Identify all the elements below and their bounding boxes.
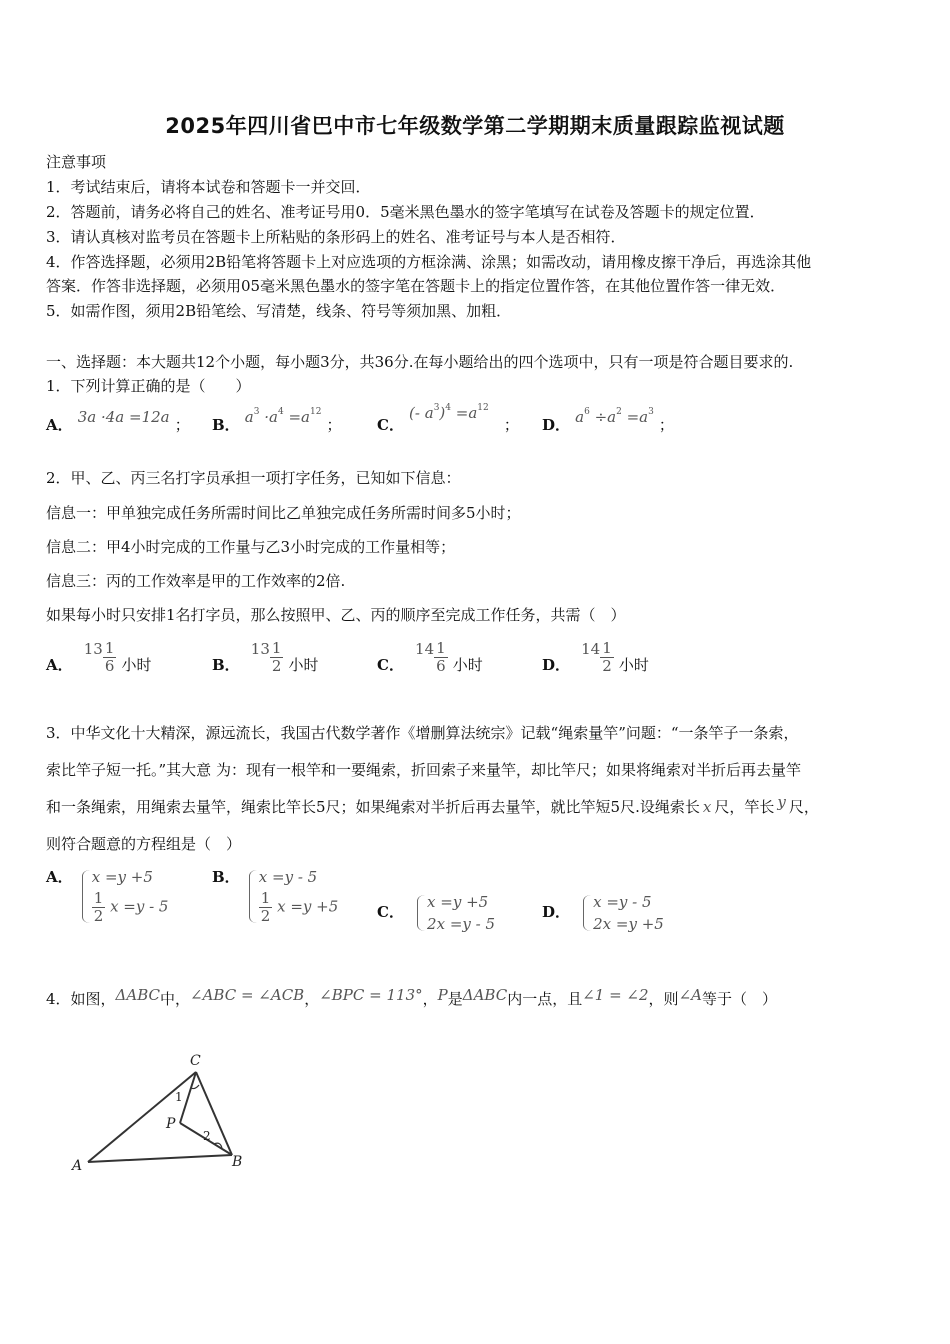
option-label: B． [212,656,240,674]
mixed-fraction: $\frac{1}{6}$ [436,639,446,675]
equation-system: x =y +5 2x =y - 5 [417,893,495,933]
option-label: A． [46,416,73,434]
option-label: C． [377,903,404,921]
angle-1-label: 1 [175,1090,183,1104]
mixed-fraction: $\frac{1}{2}$ [271,639,282,675]
option-label: B． [212,416,240,434]
equation-system: x =y - 5 2x =y +5 [583,893,664,933]
q2-info-2: 信息二：甲4小时完成的工作量与乙3小时完成的工作量相等； [46,538,456,556]
q3-line-3: 和一条绳索，用绳索去量竿，绳索比竿长5尺；如果绳索对半折后再去量竿，就比竿短5尺.设绳索长 x 尺，竿长 y 尺， [46,793,819,816]
option-label: A． [46,656,73,674]
mixed-whole: 13 [83,640,103,658]
option-label: C． [377,656,404,674]
question-2-stem: 2．甲、乙、丙三名打字员承担一项打字任务，已知如下信息： [46,469,461,487]
option-label: B． [212,867,240,886]
notice-item: 2．答题前，请务必将自己的姓名、准考证号用0．5毫米黑色墨水的签字笔填写在试卷及答题卡的规定位置． [46,203,765,221]
q2-option-d[interactable] [542,640,649,675]
option-expr: $a^3 \cdot a^4 =a^{12}$ [244,407,322,426]
vertex-a-label: A [72,1158,83,1174]
option-expr: 3a ·4a =12a [77,408,170,426]
option-end: ； [503,416,519,434]
notice-item: 1．考试结束后，请将本试卷和答题卡一并交回． [46,178,371,196]
side-ac [88,1072,196,1162]
q2-info-1: 信息一：甲单独完成任务所需时间比乙单独完成任务所需时间多5小时； [46,504,521,522]
question-1-stem: 1．下列计算正确的是（ ） [46,377,251,395]
q1-option-c[interactable] [377,403,519,435]
q1-option-b[interactable] [212,407,342,435]
section-heading: 一、选择题：本大题共12个小题，每小题3分，共36分.在每小题给出的四个选项中，只有一项是符合题目要求的. [46,353,794,371]
triangle-figure [62,1045,262,1175]
angle-2-label: 2 [203,1129,211,1143]
option-expr: $a^6 \div a^2 =a^3$ [575,407,654,426]
point-p-label: P [166,1116,176,1132]
option-expr: (- $a^3)^4 =a^{12}$ [409,403,489,422]
q2-option-a[interactable] [46,640,151,675]
q2-info-3: 信息三：丙的工作效率是甲的工作效率的2倍. [46,572,346,590]
notice-item: 答案．作答非选择题，必须用05毫米黑色墨水的签字笔在答题卡上的指定位置作答，在其他位置作答一律无效． [46,277,786,295]
option-label: D． [542,903,571,921]
q3-line-4: 则符合题意的方程组是（ ） [46,835,242,853]
q3-option-b[interactable] [212,868,338,925]
side-ab [88,1155,232,1162]
unit-label: 小时 [121,656,152,674]
option-end: ； [658,416,674,434]
option-label: C． [377,416,404,434]
option-label: D． [542,416,571,434]
unit-label: 小时 [288,656,319,674]
mixed-whole: 13 [250,640,270,658]
q3-line-2: 索比竿子短一托。”其大意 为：现有一根竿和一要绳索，折回索子来量竿，却比竿尺；如果将绳索对半折后再去量竿 [46,761,801,779]
q2-ask: 如果每小时只安排1名打字员，那么按照甲、乙、丙的顺序至完成工作任务，共需（ ） [46,606,626,624]
equation-system: x =y - 5 $\frac{1}{2}$ x =y +5 [249,868,338,925]
q1-option-a[interactable] [46,408,190,435]
unit-label: 小时 [452,656,483,674]
option-label: A． [46,867,73,886]
notice-item: 3．请认真核对监考员在答题卡上所粘贴的条形码上的姓名、准考证号与本人是否相符． [46,228,626,246]
mixed-fraction: $\frac{1}{2}$ [602,639,612,675]
side-cb [196,1072,232,1155]
mixed-fraction: $\frac{1}{6}$ [104,639,115,675]
vertex-c-label: C [190,1053,201,1069]
q2-option-b[interactable] [212,640,319,675]
q2-option-c[interactable] [377,640,483,675]
q3-option-a[interactable] [46,868,168,925]
page-title: 2025年四川省巴中市七年级数学第二学期期末质量跟踪监视试题 [165,114,785,138]
option-label: D． [542,656,571,674]
unit-label: 小时 [618,656,649,674]
vertex-b-label: B [232,1154,243,1170]
option-end: ； [326,416,342,434]
q3-line-1: 3．中华文化十大精深，源远流长，我国古代数学著作《增删算法统宗》记载“绳索量竿”问题：“一条竿子一条索， [46,724,799,742]
q1-option-d[interactable] [542,407,674,435]
mixed-whole: 14 [581,640,601,658]
q3-option-c[interactable] [377,893,495,934]
notice-item: 5．如需作图，须用2B铅笔绘、写清楚，线条、符号等须加黑、加粗． [46,302,512,320]
equation-system: x =y +5 $\frac{1}{2}$ x =y - 5 [82,868,169,925]
notice-item: 4．作答选择题，必须用2B铅笔将答题卡上对应选项的方框涂满、涂黑；如需改动，请用橡皮擦干净后，再选涂其他 [46,253,812,271]
q3-option-d[interactable] [542,893,664,934]
notice-heading: 注意事项 [46,153,107,171]
option-end: ； [174,416,190,434]
q4-stem: 4．如图，ΔABC中，∠ABC = ∠ACB，∠BPC = 113°，P是ΔABC内一点，且∠1 = ∠2，则∠A等于（ ） [46,986,777,1008]
mixed-whole: 14 [415,640,435,658]
